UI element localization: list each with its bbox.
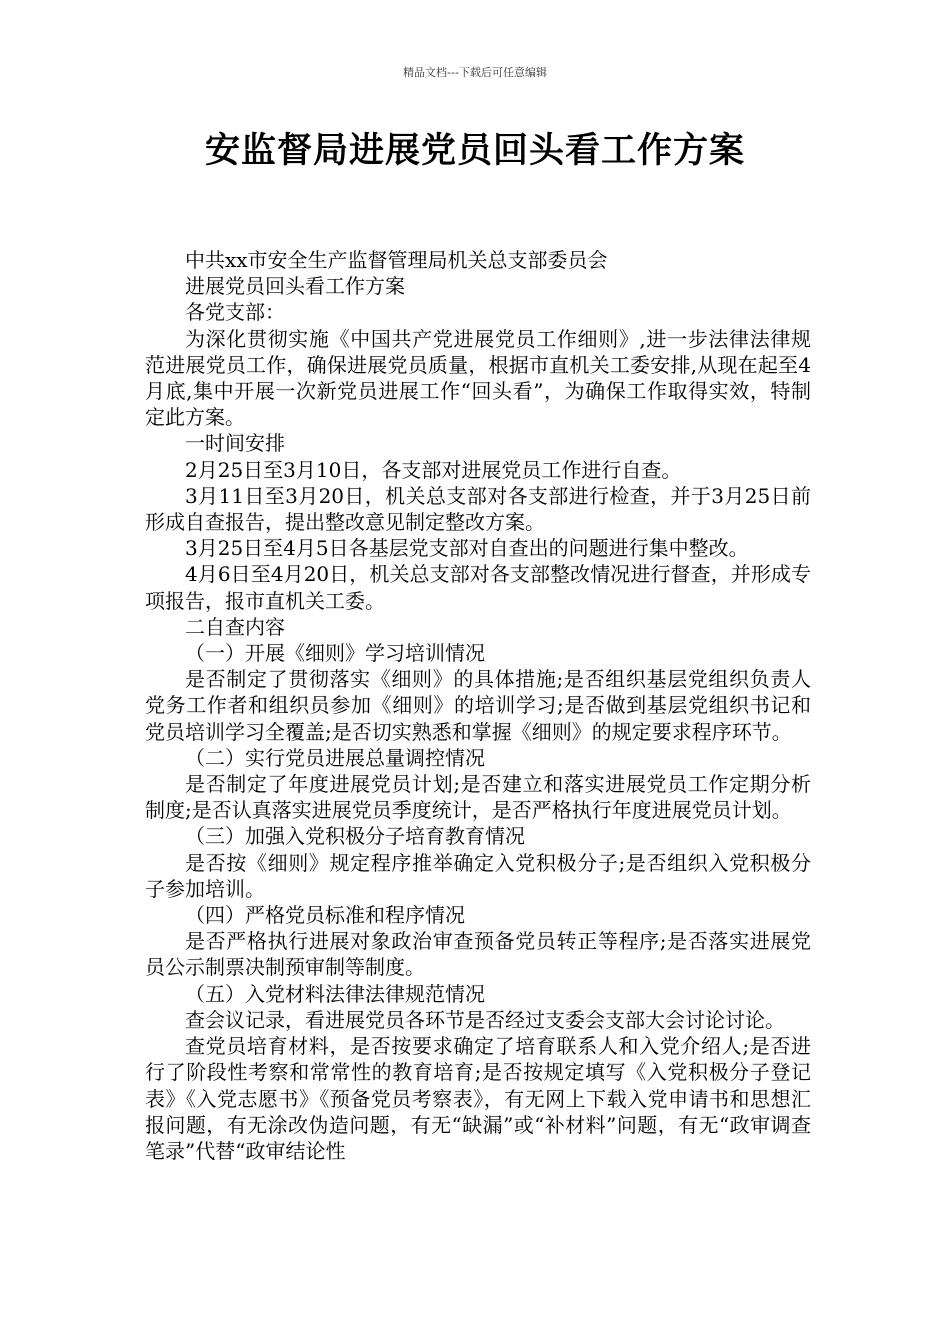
paragraph-salutation: 各党支部：	[185, 300, 285, 325]
subsection-heading-2: （二）实行党员进展总量调控情况	[185, 745, 485, 770]
section-heading-schedule: 一时间安排	[185, 431, 285, 456]
paragraph-intro: 为深化贯彻实施《中国共产党进展党员工作细则》,进一步法律法律规范进展党员工作，确保进展党员质量，根据市直机关工委安排,从现在起至4月底,集中开展一次新党员进展工作“回头看”，为确保工作取得实效，特制定此方案。	[145, 326, 811, 430]
paragraph-schedule-1: 2月25日至3月10日，各支部对进展党员工作进行自查。	[185, 457, 682, 482]
document-body	[145, 247, 811, 1164]
paragraph-issuer: 中共xx市安全生产监督管理局机关总支部委员会	[185, 248, 608, 272]
subsection-heading-4: （四）严格党员标准和程序情况	[185, 903, 465, 928]
paragraph-subsection-5b: 查党员培育材料，是否按要求确定了培育联系人和入党介绍人;是否进行了阶段性考察和常常性的教育培育;是否按规定填写《入党积极分子登记表》《入党志愿书》《预备党员考察表》，有无网上下载入党申请书和思想汇报问题，有无涂改伪造问题，有无“缺漏”或“补材料”问题，有无“政审调查笔录”代替“政审结论性	[145, 1034, 811, 1163]
paragraph-subtitle: 进展党员回头看工作方案	[185, 274, 405, 299]
section-heading-content: 二自查内容	[185, 614, 285, 639]
subsection-heading-3: （三）加强入党积极分子培育教育情况	[185, 824, 525, 849]
paragraph-schedule-4: 4月6日至4月20日，机关总支部对各支部整改情况进行督查，并形成专项报告，报市直机关工委。	[145, 562, 811, 613]
paragraph-subsection-1: 是否制定了贯彻落实《细则》的具体措施;是否组织基层党组织负责人党务工作者和组织员参加《细则》的培训学习;是否做到基层党组织书记和党员培训学习全覆盖;是否切实熟悉和掌握《细则》的规定要求程序环节。	[145, 667, 811, 744]
subsection-heading-1: （一）开展《细则》学习培训情况	[185, 641, 485, 666]
paragraph-subsection-2: 是否制定了年度进展党员计划;是否建立和落实进展党员工作定期分析制度;是否认真落实进展党员季度统计，是否严格执行年度进展党员计划。	[145, 772, 811, 823]
paragraph-schedule-2: 3月11日至3月20日，机关总支部对各支部进行检查，并于3月25日前形成自查报告，提出整改意见制定整改方案。	[145, 483, 811, 535]
paragraph-subsection-3: 是否按《细则》规定程序推举确定入党积极分子;是否组织入党积极分子参加培训。	[145, 850, 811, 901]
subsection-heading-5: （五）入党材料法律法律规范情况	[185, 981, 485, 1006]
paragraph-subsection-4: 是否严格执行进展对象政治审查预备党员转正等程序;是否落实进展党员公示制票决制预审制等制度。	[145, 929, 811, 980]
paragraph-subsection-5a: 查会议记录，看进展党员各环节是否经过支委会支部大会讨论讨论。	[185, 1007, 785, 1032]
paragraph-schedule-3: 3月25日至4月5日各基层党支部对自查出的问题进行集中整改。	[185, 536, 749, 561]
page-header-note: 精品文档---下载后可任意编辑	[403, 66, 547, 79]
document-title: 安监督局进展党员回头看工作方案	[204, 131, 745, 171]
